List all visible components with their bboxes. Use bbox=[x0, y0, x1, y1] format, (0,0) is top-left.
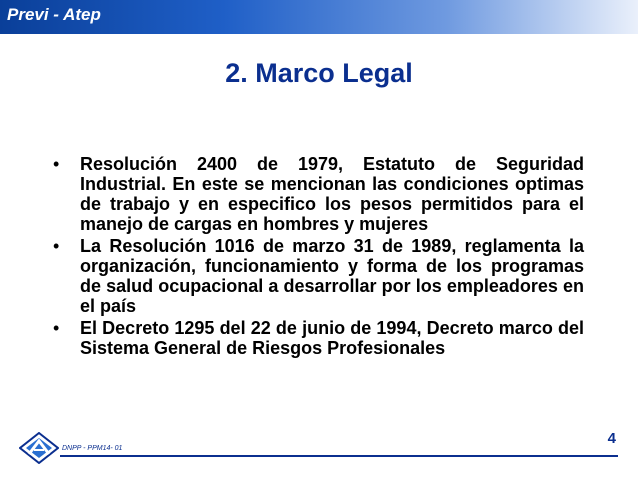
header-title: Previ - Atep bbox=[7, 5, 101, 24]
dnpp-logo-icon bbox=[19, 432, 59, 464]
bullet-list bbox=[53, 154, 584, 360]
bullet-text: Resolución 2400 de 1979, Estatuto de Seguridad Industrial. En este se mencionan las condiciones optimas de trabajo y en especifico los pesos permitidos para el manejo de cargas en hombres y mujeres bbox=[80, 154, 584, 234]
bullet-item bbox=[53, 154, 584, 234]
page-number: 4 bbox=[607, 430, 616, 447]
bullet-item bbox=[53, 318, 584, 358]
bullet-dot-icon: • bbox=[53, 154, 60, 174]
header-bar bbox=[0, 0, 638, 34]
bullet-dot-icon: • bbox=[53, 236, 60, 256]
bullet-text: La Resolución 1016 de marzo 31 de 1989, reglamenta la organización, funcionamiento y forma de los programas de salud ocupacional a desarrollar por los empleadores en el país bbox=[80, 236, 584, 316]
bullet-text: El Decreto 1295 del 22 de junio de 1994, Decreto marco del Sistema General de Riesgos Profesionales bbox=[80, 318, 584, 358]
bullet-item bbox=[53, 236, 584, 316]
slide-title: 2. Marco Legal bbox=[225, 58, 413, 88]
footer-divider bbox=[60, 455, 618, 457]
bullet-dot-icon: • bbox=[53, 318, 60, 338]
footer-code: DNPP - PPM14- 01 bbox=[62, 445, 123, 452]
